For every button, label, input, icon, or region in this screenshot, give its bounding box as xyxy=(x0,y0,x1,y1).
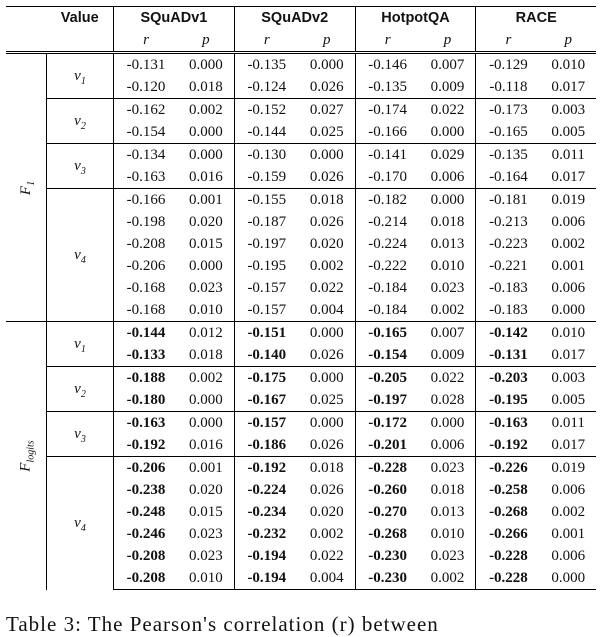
cell-r: -0.188 xyxy=(114,367,179,390)
cell-r: -0.205 xyxy=(355,367,420,390)
cell-r: -0.151 xyxy=(234,322,299,345)
dataset-header-squadv2: SQuADv2 xyxy=(234,7,355,30)
cell-r: -0.184 xyxy=(368,302,407,318)
cell-p: 0.017 xyxy=(551,79,586,95)
cell-r: -0.163 xyxy=(114,412,179,435)
cell-p: 0.002 xyxy=(178,367,234,390)
cell-r: -0.198 xyxy=(126,214,166,230)
cell-r: -0.246 xyxy=(126,526,166,542)
value-subscript: 1 xyxy=(80,344,86,355)
cell-p: 0.000 xyxy=(299,322,355,345)
cell-p: 0.020 xyxy=(299,501,355,523)
cell-p: 0.020 xyxy=(178,479,234,501)
cell-r: -0.195 xyxy=(247,258,287,274)
cell-p: 0.002 xyxy=(420,567,476,590)
cell-r: -0.135 xyxy=(234,53,299,77)
cell-r: -0.183 xyxy=(489,302,528,318)
cell-p: 0.018 xyxy=(299,457,355,480)
cell-r: -0.157 xyxy=(234,412,299,435)
value-label-cell xyxy=(47,99,114,144)
cell-r: -0.133 xyxy=(126,347,166,363)
cell-r: -0.175 xyxy=(234,367,299,390)
cell-p: 0.006 xyxy=(551,482,586,498)
stat-r-squadv1: r xyxy=(143,32,149,48)
cell-r: -0.206 xyxy=(126,258,166,274)
correlation-table xyxy=(6,6,596,590)
metric-header-blank xyxy=(6,29,47,53)
cell-p: 0.016 xyxy=(178,166,234,189)
cell-p: 0.004 xyxy=(299,299,355,322)
cell-p: 0.026 xyxy=(299,211,355,233)
cell-r: -0.182 xyxy=(355,189,420,212)
cell-r: -0.201 xyxy=(368,437,407,453)
stat-r-race: r xyxy=(505,32,512,48)
cell-r: -0.141 xyxy=(355,144,420,167)
cell-p: 0.000 xyxy=(299,367,355,390)
stat-r-hotpotqa: r xyxy=(384,32,391,48)
table-row xyxy=(6,367,596,390)
cell-p: 0.010 xyxy=(178,299,234,322)
cell-p: 0.022 xyxy=(299,277,355,299)
cell-p: 0.018 xyxy=(299,189,355,212)
results-table-container xyxy=(6,6,596,590)
value-name: v xyxy=(74,336,81,352)
cell-p: 0.006 xyxy=(551,548,586,564)
cell-p: 0.002 xyxy=(299,255,355,277)
value-label-cell xyxy=(47,367,114,412)
metric-subscript: logits xyxy=(26,440,37,463)
cell-p: 0.019 xyxy=(540,189,596,212)
value-name: v xyxy=(74,426,81,442)
cell-r: -0.135 xyxy=(368,79,407,95)
cell-p: 0.018 xyxy=(420,479,476,501)
value-header: Value xyxy=(47,7,114,30)
cell-r: -0.192 xyxy=(234,457,299,480)
cell-r: -0.166 xyxy=(114,189,179,212)
value-name: v xyxy=(74,515,81,532)
cell-r: -0.168 xyxy=(126,302,166,318)
stat-p-squadv1: p xyxy=(178,29,234,53)
cell-p: 0.000 xyxy=(178,255,234,277)
cell-r: -0.260 xyxy=(368,482,407,498)
value-name: v xyxy=(74,113,81,129)
cell-r: -0.224 xyxy=(368,236,407,252)
cell-p: 0.018 xyxy=(178,76,234,99)
value-label-cell xyxy=(47,457,114,590)
cell-r: -0.154 xyxy=(368,347,407,363)
cell-p: 0.005 xyxy=(551,392,586,408)
cell-p: 0.019 xyxy=(540,457,596,480)
cell-r: -0.163 xyxy=(126,169,166,185)
cell-p: 0.001 xyxy=(551,526,586,542)
dataset-header-hotpotqa: HotpotQA xyxy=(355,7,476,30)
cell-p: 0.000 xyxy=(299,144,355,167)
cell-r: -0.144 xyxy=(247,124,287,140)
cell-p: 0.000 xyxy=(420,121,476,144)
cell-p: 0.023 xyxy=(178,523,234,545)
cell-r: -0.195 xyxy=(489,392,528,408)
cell-p: 0.000 xyxy=(178,121,234,144)
cell-p: 0.000 xyxy=(178,389,234,412)
stat-p-race: p xyxy=(564,32,572,48)
cell-p: 0.007 xyxy=(420,53,476,77)
cell-r: -0.223 xyxy=(489,236,528,252)
cell-r: -0.203 xyxy=(476,367,541,390)
cell-p: 0.013 xyxy=(420,233,476,255)
value-label-cell xyxy=(47,53,114,99)
cell-p: 0.001 xyxy=(178,189,234,212)
cell-p: 0.025 xyxy=(299,121,355,144)
metric-label-cell xyxy=(6,53,47,322)
cell-r: -0.167 xyxy=(247,392,287,408)
cell-p: 0.027 xyxy=(299,99,355,122)
value-subscript: 2 xyxy=(80,389,86,400)
cell-r: -0.166 xyxy=(368,124,407,140)
cell-r: -0.181 xyxy=(476,189,541,212)
metric-label xyxy=(15,440,37,471)
cell-r: -0.159 xyxy=(247,169,287,185)
cell-p: 0.011 xyxy=(540,412,596,435)
cell-r: -0.238 xyxy=(126,482,166,498)
cell-p: 0.017 xyxy=(551,437,586,453)
cell-p: 0.005 xyxy=(551,124,586,140)
cell-p: 0.022 xyxy=(299,545,355,567)
cell-p: 0.000 xyxy=(420,189,476,212)
cell-r: -0.152 xyxy=(234,99,299,122)
value-name: v xyxy=(74,158,81,174)
cell-p: 0.017 xyxy=(551,347,586,363)
cell-p: 0.000 xyxy=(551,302,586,318)
cell-p: 0.028 xyxy=(420,389,476,412)
cell-r: -0.197 xyxy=(368,392,407,408)
metric-name: F xyxy=(17,185,34,195)
cell-r: -0.124 xyxy=(247,79,287,95)
cell-p: 0.023 xyxy=(420,457,476,480)
value-name: v xyxy=(74,247,81,263)
cell-r: -0.165 xyxy=(355,322,420,345)
cell-r: -0.157 xyxy=(247,280,287,296)
cell-p: 0.025 xyxy=(299,389,355,412)
value-subscript: 3 xyxy=(80,166,86,177)
table-row xyxy=(6,53,596,77)
cell-p: 0.006 xyxy=(420,166,476,189)
cell-p: 0.002 xyxy=(551,504,586,520)
cell-r: -0.163 xyxy=(476,412,541,435)
cell-p: 0.009 xyxy=(420,344,476,367)
metric-name: F xyxy=(18,462,34,472)
cell-r: -0.186 xyxy=(247,437,287,453)
cell-p: 0.015 xyxy=(178,501,234,523)
cell-p: 0.026 xyxy=(299,76,355,99)
cell-r: -0.266 xyxy=(489,526,528,542)
cell-p: 0.026 xyxy=(299,434,355,457)
cell-r: -0.268 xyxy=(489,504,528,520)
cell-r: -0.154 xyxy=(126,124,166,140)
cell-p: 0.029 xyxy=(420,144,476,167)
cell-r: -0.142 xyxy=(476,322,541,345)
cell-p: 0.010 xyxy=(420,523,476,545)
cell-r: -0.162 xyxy=(114,99,179,122)
cell-r: -0.224 xyxy=(247,482,287,498)
cell-p: 0.022 xyxy=(420,367,476,390)
value-name: v xyxy=(74,68,81,84)
cell-r: -0.228 xyxy=(489,548,528,564)
cell-p: 0.017 xyxy=(551,169,586,185)
value-name: v xyxy=(74,381,81,397)
cell-p: 0.000 xyxy=(299,412,355,435)
cell-r: -0.187 xyxy=(247,214,287,230)
cell-p: 0.010 xyxy=(540,322,596,345)
value-label-cell xyxy=(47,144,114,189)
cell-p: 0.004 xyxy=(299,567,355,590)
cell-r: -0.230 xyxy=(368,548,407,564)
cell-r: -0.232 xyxy=(247,526,287,542)
cell-r: -0.221 xyxy=(489,258,528,274)
cell-r: -0.118 xyxy=(489,79,528,95)
cell-r: -0.144 xyxy=(114,322,179,345)
cell-r: -0.157 xyxy=(247,302,287,318)
cell-r: -0.214 xyxy=(368,214,407,230)
table-body xyxy=(6,53,596,590)
metric-label-cell xyxy=(6,322,47,590)
dataset-header-race: RACE xyxy=(476,7,596,30)
metric-label xyxy=(15,180,37,194)
cell-r: -0.180 xyxy=(126,392,166,408)
cell-r: -0.131 xyxy=(489,347,528,363)
cell-r: -0.248 xyxy=(126,504,166,520)
cell-p: 0.000 xyxy=(540,567,596,590)
cell-r: -0.213 xyxy=(489,214,528,230)
value-subscript: 2 xyxy=(80,121,86,132)
table-row xyxy=(6,99,596,122)
cell-r: -0.258 xyxy=(489,482,528,498)
table-row xyxy=(6,457,596,480)
stat-p-squadv2: p xyxy=(299,29,355,53)
cell-r: -0.120 xyxy=(126,79,166,95)
cell-r: -0.168 xyxy=(126,280,166,296)
cell-p: 0.006 xyxy=(551,214,586,230)
table-caption: Table 3: The Pearson's correlation (r) between xyxy=(6,612,439,636)
cell-p: 0.023 xyxy=(420,277,476,299)
value-label-cell xyxy=(47,322,114,367)
cell-r: -0.197 xyxy=(247,236,287,252)
cell-p: 0.001 xyxy=(178,457,234,480)
cell-p: 0.012 xyxy=(178,322,234,345)
cell-p: 0.016 xyxy=(178,434,234,457)
cell-p: 0.018 xyxy=(178,344,234,367)
cell-p: 0.003 xyxy=(540,367,596,390)
header-row-stats xyxy=(6,29,596,53)
cell-p: 0.015 xyxy=(178,233,234,255)
cell-r: -0.194 xyxy=(234,567,299,590)
cell-r: -0.226 xyxy=(476,457,541,480)
cell-r: -0.130 xyxy=(234,144,299,167)
cell-r: -0.234 xyxy=(247,504,287,520)
cell-p: 0.013 xyxy=(420,501,476,523)
cell-p: 0.018 xyxy=(420,211,476,233)
cell-p: 0.002 xyxy=(178,99,234,122)
cell-p: 0.010 xyxy=(178,567,234,590)
cell-r: -0.194 xyxy=(247,548,287,564)
cell-r: -0.230 xyxy=(355,567,420,590)
cell-r: -0.206 xyxy=(114,457,179,480)
cell-r: -0.172 xyxy=(355,412,420,435)
cell-r: -0.131 xyxy=(114,53,179,77)
table-row xyxy=(6,144,596,167)
table-row xyxy=(6,189,596,212)
cell-p: 0.000 xyxy=(420,412,476,435)
cell-p: 0.022 xyxy=(420,99,476,122)
cell-p: 0.026 xyxy=(299,166,355,189)
header-row-datasets xyxy=(6,7,596,30)
value-label-cell xyxy=(47,189,114,322)
cell-r: -0.270 xyxy=(368,504,407,520)
cell-r: -0.228 xyxy=(355,457,420,480)
cell-p: 0.000 xyxy=(299,53,355,77)
cell-p: 0.001 xyxy=(551,258,586,274)
cell-p: 0.023 xyxy=(178,277,234,299)
cell-r: -0.170 xyxy=(368,169,407,185)
cell-r: -0.135 xyxy=(476,144,541,167)
cell-r: -0.134 xyxy=(114,144,179,167)
cell-r: -0.208 xyxy=(114,567,179,590)
cell-r: -0.173 xyxy=(476,99,541,122)
value-label-cell xyxy=(47,412,114,457)
cell-r: -0.208 xyxy=(126,548,166,564)
cell-p: 0.002 xyxy=(420,299,476,322)
cell-p: 0.000 xyxy=(178,412,234,435)
stat-p-hotpotqa: p xyxy=(420,29,476,53)
value-subscript: 4 xyxy=(80,255,86,266)
stat-r-squadv2: r xyxy=(263,32,270,48)
metric-header xyxy=(6,7,47,30)
cell-r: -0.184 xyxy=(368,280,407,296)
cell-p: 0.023 xyxy=(178,545,234,567)
cell-p: 0.007 xyxy=(420,322,476,345)
value-subscript: 4 xyxy=(80,523,86,535)
table-row xyxy=(6,322,596,345)
cell-r: -0.155 xyxy=(234,189,299,212)
cell-p: 0.026 xyxy=(299,344,355,367)
cell-p: 0.003 xyxy=(540,99,596,122)
metric-subscript: 1 xyxy=(25,180,37,186)
cell-r: -0.174 xyxy=(355,99,420,122)
cell-p: 0.026 xyxy=(299,479,355,501)
cell-p: 0.009 xyxy=(420,76,476,99)
cell-p: 0.000 xyxy=(178,144,234,167)
cell-p: 0.002 xyxy=(551,236,586,252)
cell-p: 0.020 xyxy=(178,211,234,233)
value-subscript: 3 xyxy=(80,434,86,445)
cell-r: -0.183 xyxy=(489,280,528,296)
cell-r: -0.146 xyxy=(355,53,420,77)
cell-p: 0.006 xyxy=(420,434,476,457)
cell-p: 0.010 xyxy=(540,53,596,77)
cell-r: -0.208 xyxy=(126,236,166,252)
cell-r: -0.140 xyxy=(247,347,287,363)
cell-p: 0.011 xyxy=(540,144,596,167)
cell-r: -0.192 xyxy=(489,437,528,453)
cell-r: -0.164 xyxy=(489,169,528,185)
cell-p: 0.020 xyxy=(299,233,355,255)
cell-r: -0.268 xyxy=(368,526,407,542)
cell-p: 0.023 xyxy=(420,545,476,567)
cell-p: 0.002 xyxy=(299,523,355,545)
table-row xyxy=(6,412,596,435)
cell-r: -0.222 xyxy=(368,258,407,274)
cell-p: 0.010 xyxy=(420,255,476,277)
cell-p: 0.006 xyxy=(551,280,586,296)
cell-r: -0.192 xyxy=(126,437,166,453)
cell-p: 0.000 xyxy=(178,53,234,77)
value-header-blank xyxy=(47,29,114,53)
cell-r: -0.129 xyxy=(476,53,541,77)
cell-r: -0.228 xyxy=(476,567,541,590)
dataset-header-squadv1: SQuADv1 xyxy=(114,7,235,30)
cell-r: -0.165 xyxy=(489,124,528,140)
value-subscript: 1 xyxy=(80,76,86,87)
